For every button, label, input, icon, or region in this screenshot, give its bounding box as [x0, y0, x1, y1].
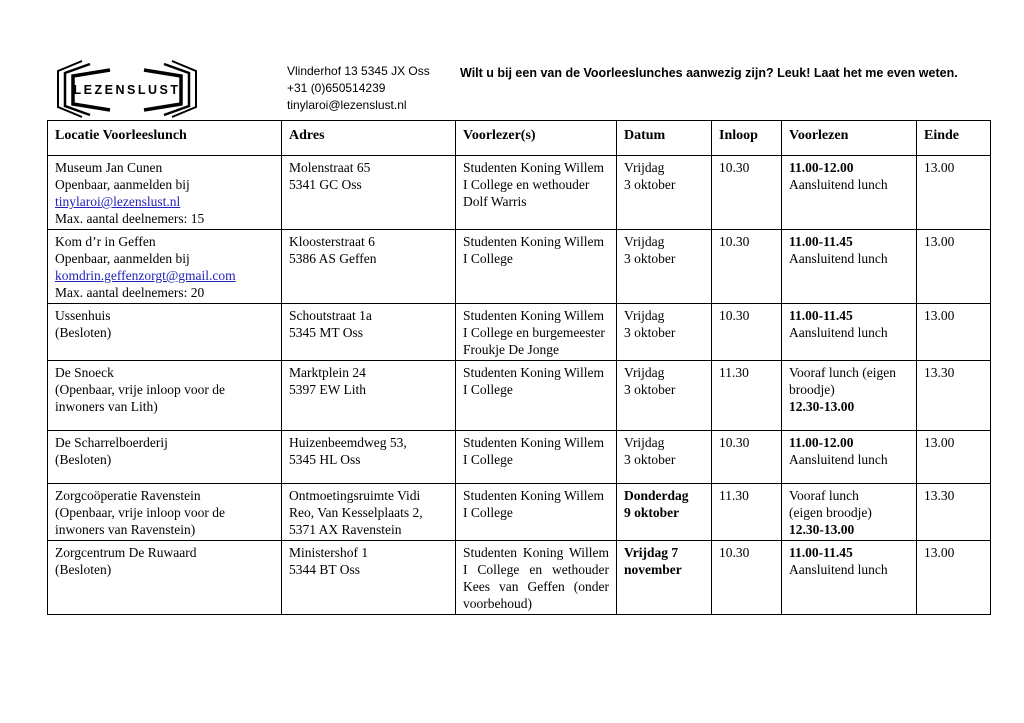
cell-line: 10.30 [719, 160, 750, 175]
lezenslust-logo [52, 57, 202, 119]
cell-line: Donderdag [624, 488, 689, 503]
contact-address: Vlinderhof 13 5345 JX Oss [287, 64, 430, 78]
cell-einde [917, 431, 991, 484]
cell-line: 5341 GC Oss [289, 177, 362, 192]
cell-line: 13.00 [924, 545, 955, 560]
cell-line: Vooraf lunch (eigen [789, 365, 896, 380]
header-message: Wilt u bij een van de Voorleeslunches aanwezig zijn? Leuk! Laat het me even weten. [460, 66, 958, 80]
cell-line: De Snoeck [55, 365, 114, 380]
cell-line: I College en wethouder [463, 177, 590, 192]
cell-inloop [712, 484, 782, 541]
column-header: Inloop [712, 121, 782, 156]
cell-line: 3 oktober [624, 382, 676, 397]
cell-readers [456, 541, 617, 615]
table-row [48, 431, 991, 484]
cell-inloop [712, 361, 782, 431]
cell-date [617, 541, 712, 615]
cell-inloop [712, 230, 782, 304]
cell-inloop [712, 431, 782, 484]
cell-voorlezen [782, 484, 917, 541]
cell-voorlezen [782, 431, 917, 484]
cell-line: inwoners van Lith) [55, 399, 158, 414]
cell-line: Studenten Koning Willem [463, 435, 604, 450]
cell-line: Studenten Koning Willem [463, 488, 604, 503]
cell-line: Ministershof 1 [289, 545, 369, 560]
cell-einde [917, 541, 991, 615]
cell-date [617, 484, 712, 541]
cell-date [617, 431, 712, 484]
cell-line: Max. aantal deelnemers: 20 [55, 285, 205, 300]
cell-line: Zorgcentrum De Ruwaard [55, 545, 197, 560]
cell-date [617, 361, 712, 431]
cell-line: Vrijdag [624, 365, 665, 380]
cell-line: 11.00-11.45 [789, 308, 853, 323]
cell-line: 13.00 [924, 234, 955, 249]
cell-line: Vrijdag [624, 160, 665, 175]
contact-block [287, 63, 430, 114]
cell-line: Aansluitend lunch [789, 251, 888, 266]
cell-line [55, 267, 274, 284]
cell-einde [917, 230, 991, 304]
cell-line: Studenten Koning Willem [463, 308, 604, 323]
cell-location [48, 304, 282, 361]
cell-line: 10.30 [719, 308, 750, 323]
cell-line: Zorgcoöperatie Ravenstein [55, 488, 201, 503]
cell-line: 5344 BT Oss [289, 562, 361, 577]
cell-line: Studenten Koning Willem I College en wethouder Kees van Geffen (onder voorbehoud) [463, 545, 609, 611]
cell-date [617, 230, 712, 304]
cell-einde [917, 304, 991, 361]
cell-line [55, 193, 274, 210]
cell-readers [456, 431, 617, 484]
cell-line: Vooraf lunch [789, 488, 859, 503]
cell-line: Openbaar, aanmelden bij [55, 177, 190, 192]
cell-line: 3 oktober [624, 325, 676, 340]
cell-line: 3 oktober [624, 251, 676, 266]
cell-line: (Besloten) [55, 452, 112, 467]
cell-address [282, 431, 456, 484]
cell-line: november [624, 562, 682, 577]
cell-line: Marktplein 24 [289, 365, 366, 380]
cell-date [617, 304, 712, 361]
cell-einde [917, 361, 991, 431]
cell-line: 10.30 [719, 234, 750, 249]
cell-line: De Scharrelboerderij [55, 435, 168, 450]
cell-line: Vrijdag [624, 308, 665, 323]
column-header: Adres [282, 121, 456, 156]
cell-line: 5345 MT Oss [289, 325, 364, 340]
cell-line: 9 oktober [624, 505, 680, 520]
cell-line: (Besloten) [55, 562, 112, 577]
cell-line: I College [463, 382, 513, 397]
cell-line: Reo, Van Kesselplaats 2, [289, 505, 423, 520]
voorleeslunch-table [47, 120, 991, 615]
column-header: Einde [917, 121, 991, 156]
cell-location [48, 230, 282, 304]
cell-line: 13.30 [924, 365, 955, 380]
cell-voorlezen [782, 304, 917, 361]
cell-line: 10.30 [719, 435, 750, 450]
cell-voorlezen [782, 361, 917, 431]
cell-voorlezen [782, 156, 917, 230]
column-header: Voorlezen [782, 121, 917, 156]
cell-line: Museum Jan Cunen [55, 160, 163, 175]
cell-readers [456, 304, 617, 361]
cell-line: Openbaar, aanmelden bij [55, 251, 190, 266]
cell-line: Froukje De Jonge [463, 342, 559, 357]
cell-line: Ontmoetingsruimte Vidi [289, 488, 421, 503]
cell-line: 12.30-13.00 [789, 522, 855, 537]
cell-location [48, 541, 282, 615]
cell-line: Aansluitend lunch [789, 562, 888, 577]
cell-line: I College en burgemeester [463, 325, 605, 340]
cell-line: 13.00 [924, 435, 955, 450]
cell-line: inwoners van Ravenstein) [55, 522, 196, 537]
cell-line: 5345 HL Oss [289, 452, 361, 467]
cell-line: Dolf Warris [463, 194, 527, 209]
cell-line: 11.00-11.45 [789, 545, 853, 560]
cell-readers [456, 156, 617, 230]
cell-line: Studenten Koning Willem [463, 365, 604, 380]
lezenslust-logo-graphic [52, 57, 202, 119]
cell-einde [917, 156, 991, 230]
table-row [48, 484, 991, 541]
cell-location [48, 484, 282, 541]
table-row [48, 541, 991, 615]
schedule-table-body [48, 156, 991, 615]
table-row [48, 304, 991, 361]
cell-address [282, 361, 456, 431]
cell-inloop [712, 304, 782, 361]
cell-line: 11.30 [719, 488, 749, 503]
cell-location [48, 361, 282, 431]
cell-line: 11.30 [719, 365, 749, 380]
cell-line: 3 oktober [624, 177, 676, 192]
cell-inloop [712, 541, 782, 615]
cell-line: 10.30 [719, 545, 750, 560]
table-header-row [48, 121, 991, 156]
cell-line: 3 oktober [624, 452, 676, 467]
cell-line: Huizenbeemdweg 53, [289, 435, 407, 450]
table-row [48, 361, 991, 431]
cell-line: Kom d’r in Geffen [55, 234, 156, 249]
cell-line: Aansluitend lunch [789, 325, 888, 340]
email-link[interactable]: komdrin.geffenzorgt@gmail.com [55, 268, 236, 283]
table-row [48, 230, 991, 304]
cell-line: Kloosterstraat 6 [289, 234, 375, 249]
column-header: Datum [617, 121, 712, 156]
cell-line: 11.00-12.00 [789, 160, 854, 175]
cell-line: Max. aantal deelnemers: 15 [55, 211, 205, 226]
table-row [48, 156, 991, 230]
cell-line: Molenstraat 65 [289, 160, 371, 175]
cell-readers [456, 230, 617, 304]
cell-address [282, 230, 456, 304]
cell-line: (Openbaar, vrije inloop voor de [55, 382, 226, 397]
cell-line: 12.30-13.00 [789, 399, 855, 414]
cell-readers [456, 484, 617, 541]
column-header: Locatie Voorleeslunch [48, 121, 282, 156]
cell-line: 13.00 [924, 308, 955, 323]
cell-location [48, 156, 282, 230]
cell-line: 13.30 [924, 488, 955, 503]
cell-line: Vrijdag [624, 435, 665, 450]
cell-line: I College [463, 251, 513, 266]
cell-readers [456, 361, 617, 431]
cell-line: (Openbaar, vrije inloop voor de [55, 505, 226, 520]
email-link[interactable]: tinylaroi@lezenslust.nl [55, 194, 181, 209]
cell-address [282, 156, 456, 230]
cell-line: 13.00 [924, 160, 955, 175]
cell-line: 5397 EW Lith [289, 382, 366, 397]
contact-email: tinylaroi@lezenslust.nl [287, 98, 407, 112]
cell-voorlezen [782, 230, 917, 304]
contact-phone: +31 (0)650514239 [287, 81, 386, 95]
cell-einde [917, 484, 991, 541]
cell-address [282, 541, 456, 615]
logo-text: LEZENSLUST [73, 83, 181, 97]
cell-line: broodje) [789, 382, 835, 397]
cell-inloop [712, 156, 782, 230]
cell-address [282, 304, 456, 361]
cell-line: 5386 AS Geffen [289, 251, 377, 266]
cell-line: I College [463, 452, 513, 467]
cell-line: (Besloten) [55, 325, 112, 340]
cell-line: Ussenhuis [55, 308, 111, 323]
cell-voorlezen [782, 541, 917, 615]
cell-location [48, 431, 282, 484]
cell-address [282, 484, 456, 541]
cell-line: 11.00-11.45 [789, 234, 853, 249]
cell-line: Studenten Koning Willem [463, 234, 604, 249]
cell-line: Vrijdag [624, 234, 665, 249]
cell-date [617, 156, 712, 230]
cell-line: Aansluitend lunch [789, 177, 888, 192]
cell-line: I College [463, 505, 513, 520]
cell-line: 11.00-12.00 [789, 435, 854, 450]
cell-line: 5371 AX Ravenstein [289, 522, 402, 537]
cell-line: Studenten Koning Willem [463, 160, 604, 175]
cell-line: Vrijdag 7 [624, 545, 679, 560]
cell-line: (eigen broodje) [789, 505, 872, 520]
column-header: Voorlezer(s) [456, 121, 617, 156]
cell-line: Aansluitend lunch [789, 452, 888, 467]
cell-line: Schoutstraat 1a [289, 308, 372, 323]
